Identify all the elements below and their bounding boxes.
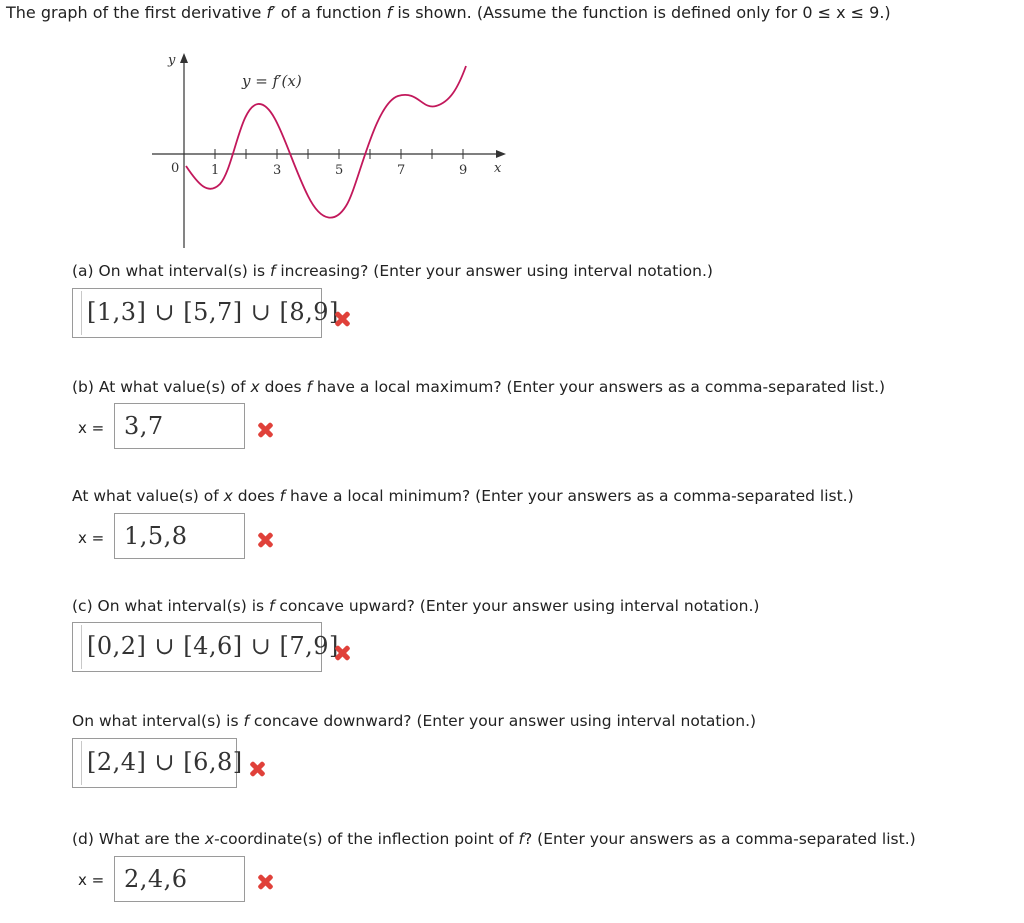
incorrect-c-up-icon: [334, 645, 350, 661]
tick-label-3: 3: [273, 163, 282, 178]
answer-d-value: 2,4,6: [124, 865, 188, 893]
derivative-graph: [140, 48, 520, 258]
x-axis-arrow: [496, 150, 506, 158]
incorrect-b-min-icon: [257, 532, 273, 548]
tick-label-5: 5: [335, 163, 344, 178]
f-symbol: f: [518, 830, 525, 848]
x-equals-label: x =: [78, 871, 105, 889]
answer-c-up-value: [0,2] ∪ [4,6] ∪ [7,9]: [87, 632, 339, 660]
answer-c-down-field[interactable]: [72, 738, 243, 788]
question-text: -coordinate(s) of the inflection point of: [214, 830, 519, 848]
f-symbol: f: [306, 378, 312, 396]
tick-label-7: 7: [397, 163, 406, 178]
question-c-up: [72, 597, 759, 615]
question-text: (a) On what interval(s) is: [72, 262, 270, 280]
incorrect-b-max-icon: [257, 422, 273, 438]
question-text: does: [232, 487, 280, 505]
answer-b-max-value: 3,7: [124, 412, 164, 440]
answer-c-down-value: [2,4] ∪ [6,8]: [87, 748, 243, 776]
problem-text: is shown. (Assume the function is defined only for: [392, 3, 803, 22]
answer-b-max-field[interactable]: [114, 403, 245, 449]
question-d: [72, 830, 916, 848]
x-symbol: x: [250, 378, 260, 396]
tick-label-1: 1: [211, 163, 220, 178]
question-a: [72, 262, 713, 280]
answer-d-field[interactable]: [114, 856, 245, 902]
question-text: have a local maximum? (Enter your answers as a comma-separated list.): [311, 378, 886, 396]
question-text: have a local minimum? (Enter your answers as a comma-separated list.): [285, 487, 854, 505]
incorrect-d-icon: [257, 874, 273, 890]
origin-label: 0: [171, 161, 180, 176]
x-symbol: x: [204, 830, 215, 848]
question-text: (b) At what value(s) of: [72, 378, 251, 396]
answer-b-min-value: 1,5,8: [124, 522, 188, 550]
f-symbol: f: [279, 487, 286, 505]
question-text: On what interval(s) is: [72, 712, 244, 730]
answer-b-min-field[interactable]: [114, 513, 245, 559]
x-equals-label: x =: [78, 529, 105, 547]
problem-statement: [6, 3, 891, 22]
f-symbol: f: [386, 3, 393, 22]
incorrect-c-down-icon: [249, 761, 265, 777]
x-symbol: x: [223, 487, 233, 505]
y-axis-arrow: [180, 53, 188, 63]
question-text: ? (Enter your answers as a comma-separated list.): [524, 830, 916, 848]
answer-a-value: [1,3] ∪ [5,7] ∪ [8,9]: [87, 298, 339, 326]
question-b-max: [72, 378, 885, 396]
question-c-down: [72, 712, 756, 730]
question-text: concave downward? (Enter your answer using interval notation.): [248, 712, 757, 730]
tick-label-9: 9: [459, 163, 468, 178]
curve-label: y = f′(x): [242, 72, 302, 90]
question-text: At what value(s) of: [72, 487, 224, 505]
domain-text: 0 ≤ x ≤ 9.): [802, 3, 891, 22]
problem-text: of a function: [275, 3, 387, 22]
incorrect-a-icon: [334, 311, 350, 327]
y-axis-label: y: [168, 53, 176, 68]
f-symbol: f: [243, 712, 249, 730]
fprime-symbol: f′: [266, 3, 276, 22]
x-equals-label: x =: [78, 419, 105, 437]
f-symbol: f: [269, 262, 276, 280]
x-axis-label: x: [494, 161, 502, 176]
question-b-min: [72, 487, 854, 505]
answer-c-up-field[interactable]: [72, 622, 339, 672]
answer-a-field[interactable]: [72, 288, 339, 338]
question-text: does: [259, 378, 307, 396]
question-text: (d) What are the: [72, 830, 205, 848]
problem-text: The graph of the first derivative: [6, 3, 267, 22]
f-symbol: f: [269, 597, 275, 615]
question-text: (c) On what interval(s) is: [72, 597, 269, 615]
question-text: concave upward? (Enter your answer using interval notation.): [274, 597, 760, 615]
question-text: increasing? (Enter your answer using interval notation.): [275, 262, 713, 280]
derivative-curve: [186, 66, 466, 218]
